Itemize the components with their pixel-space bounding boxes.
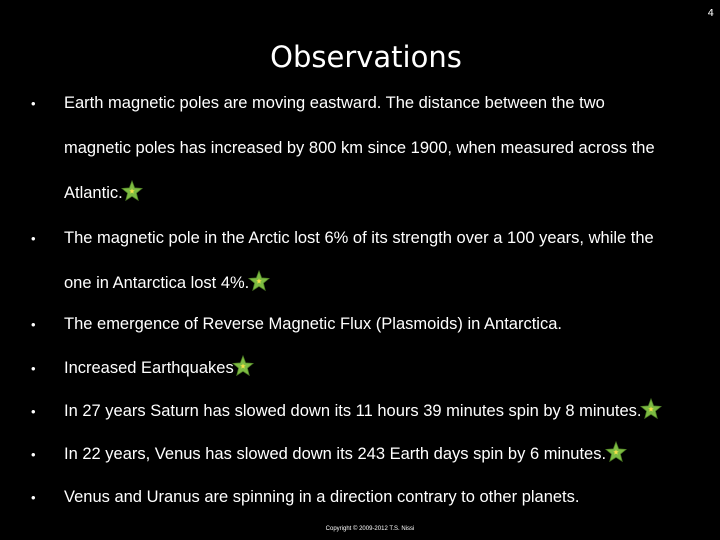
slide-number: 4 <box>707 8 714 19</box>
bullet-dot: • <box>31 404 36 419</box>
bullet-text <box>64 475 714 520</box>
bullet-line: In 27 years Saturn has slowed down its 11 hours 39 minutes spin by 8 minutes. <box>64 389 714 434</box>
slide-title: Observations <box>270 40 462 74</box>
green-star-icon[interactable] <box>605 441 627 463</box>
bullet-line: Earth magnetic poles are moving eastward. The distance between the two <box>64 94 605 112</box>
bullet-line: In 22 years, Venus has slowed down its 243 Earth days spin by 6 minutes. <box>64 432 714 477</box>
bullet-line: Atlantic. <box>64 171 714 216</box>
bullet-text <box>64 81 714 216</box>
bullet-line: The emergence of Reverse Magnetic Flux (Plasmoids) in Antarctica. <box>64 315 562 333</box>
footer-copyright: Copyright © 2009-2012 T.S. Nissi <box>325 526 415 532</box>
bullet-line: Increased Earthquakes <box>64 346 714 391</box>
bullet-text <box>64 432 714 477</box>
green-star-icon[interactable] <box>640 398 662 420</box>
bullet-dot: • <box>31 96 36 111</box>
bullet-text <box>64 216 714 306</box>
bullet-text <box>64 346 714 391</box>
bullet-line: Venus and Uranus are spinning in a direction contrary to other planets. <box>64 488 580 506</box>
bullet-text <box>64 389 714 434</box>
bullet-line: one in Antarctica lost 4%. <box>64 261 714 306</box>
green-star-icon[interactable] <box>232 355 254 377</box>
bullet-dot: • <box>31 317 36 332</box>
bullet-dot: • <box>31 447 36 462</box>
bullet-line: magnetic poles has increased by 800 km since 1900, when measured across the <box>64 139 655 157</box>
green-star-icon[interactable] <box>121 180 143 202</box>
green-star-icon[interactable] <box>248 270 270 292</box>
bullet-dot: • <box>31 490 36 505</box>
bullet-dot: • <box>31 231 36 246</box>
bullet-dot: • <box>31 361 36 376</box>
bullet-text <box>64 302 714 347</box>
bullet-line: The magnetic pole in the Arctic lost 6% of its strength over a 100 years, while the <box>64 229 654 247</box>
